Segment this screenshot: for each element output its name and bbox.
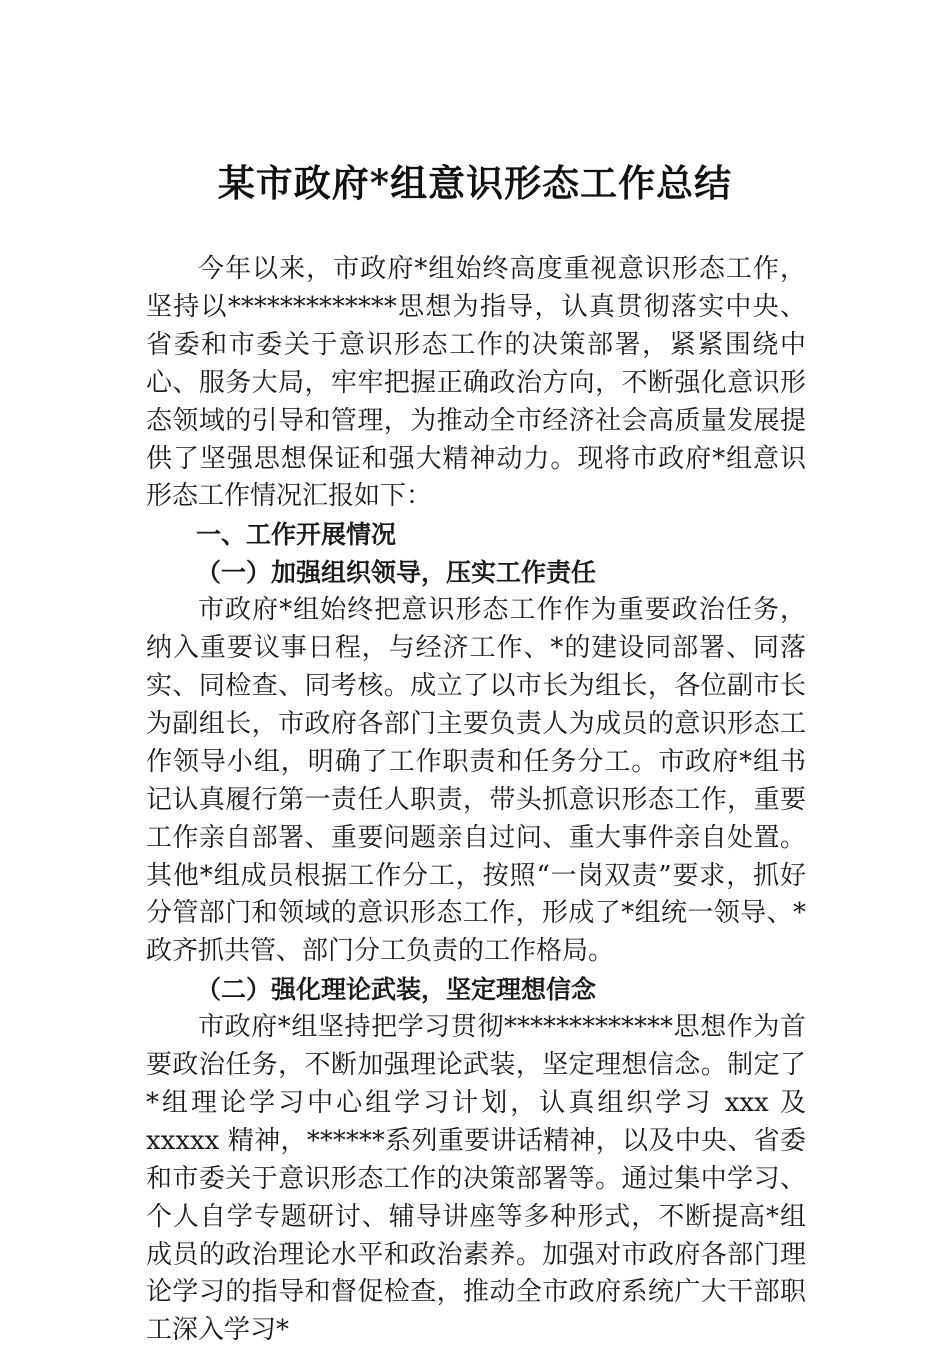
subsection-heading-1: （一）加强组织领导，压实工作责任 — [196, 558, 597, 588]
intro-paragraph: 今年以来，市政府*组始终高度重视意识形态工作，坚持以*************思想为指导，认真贯彻落实中央、省委和市委关于意识形态工作的决策部署，紧紧围绕中心、服务大局，牢牢把握正确政治方向，不断强化意识形态领域的引导和管理，为推动全市经济社会高质量发展提供了坚强思想保证和强大精神动力。现将市政府*组意识形态工作情况汇报如下： — [146, 254, 806, 512]
document-title: 某市政府*组意识形态工作总结 — [217, 161, 733, 205]
subsection-heading-2: （二）强化理论武装，坚定理想信念 — [196, 975, 597, 1005]
document-body — [146, 251, 806, 1350]
subsection-paragraph-1: 市政府*组始终把意识形态工作作为重要政治任务，纳入重要议事日程，与经济工作、*的建设同部署、同落实、同检查、同考核。成立了以市长为组长，各位副市长为副组长，市政府各部门主要负责人为成员的意识形态工作领导小组，明确了工作职责和任务分工。市政府*组书记认真履行第一责任人职责，带头抓意识形态工作，重要工作亲自部署、重要问题亲自过问、重大事件亲自处置。其他*组成员根据工作分工，按照“一岗双责”要求，抓好分管部门和领域的意识形态工作，形成了*组统一领导、*政齐抓共管、部门分工负责的工作格局。 — [146, 595, 806, 967]
subsection-paragraph-2: 市政府*组坚持把学习贯彻*************思想作为首要政治任务，不断加强理论武装，坚定理想信念。制定了*组理论学习中心组学习计划，认真组织学习 xxx 及 xxxxx 精神，******系列重要讲话精神，以及中央、省委和市委关于意识形态工作的决策部署等。通过集中学习、个人自学专题研讨、辅导讲座等多种形式，不断提高*组成员的政治理论水平和政治素养。加强对市政府各部门理论学习的指导和督促检查，推动全市政府系统广大干部职工深入学习* — [146, 1012, 806, 1346]
section-heading: 一、工作开展情况 — [196, 520, 397, 550]
